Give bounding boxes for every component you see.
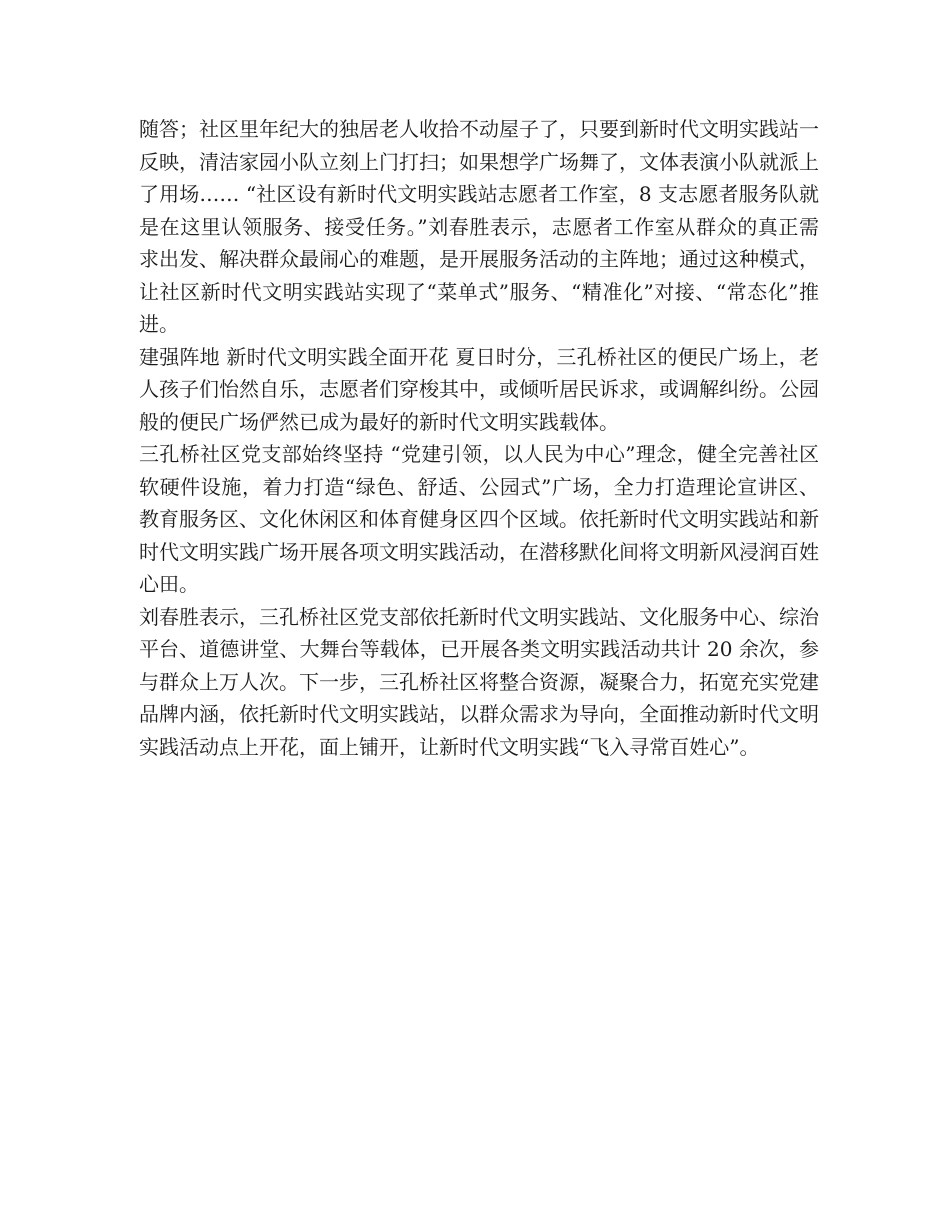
paragraph-volunteer-service: 随答；社区里年纪大的独居老人收拾不动屋子了，只要到新时代文明实践站一反映，清洁家园小队立刻上门打扫；如果想学广场舞了，文体表演小队就派上了用场…… “社区设有新时代文明实践站志愿者工作室，8 支志愿者服务队就是在这里认领服务、接受任务。”刘春胜表示，志愿者工作室从群众的真正需求出发、解决群众最闹心的难题，是开展服务活动的主阵地；通过这种模式，让社区新时代文明实践站实现了“菜单式”服务、“精准化”对接、“常态化”推进。 [139,117,819,336]
paragraph-build-position: 建强阵地 新时代文明实践全面开花 夏日时分，三孔桥社区的便民广场上，老人孩子们怡然自乐，志愿者们穿梭其中，或倾听居民诉求，或调解纠纷。公园般的便民广场俨然已成为最好的新时代文明实践载体。 [139,344,819,434]
paragraph-next-steps: 刘春胜表示，三孔桥社区党支部依托新时代文明实践站、文化服务中心、综治平台、道德讲堂、大舞台等载体，已开展各类文明实践活动共计 20 余次，参与群众上万人次。下一步，三孔桥社区将整合资源，凝聚合力，拓宽充实党建品牌内涵，依托新时代文明实践站，以群众需求为导向，全面推动新时代文明实践活动点上开花，面上铺开，让新时代文明实践“飞入寻常百姓心”。 [139,604,819,759]
document-body [139,113,819,763]
paragraph-party-leadership: 三孔桥社区党支部始终坚持 “党建引领，以人民为中心”理念，健全完善社区软硬件设施，着力打造“绿色、舒适、公园式”广场，全力打造理论宣讲区、教育服务区、文化休闲区和体育健身区四个区域。依托新时代文明实践站和新时代文明实践广场开展各项文明实践活动，在潜移默化间将文明新风浸润百姓心田。 [139,442,819,596]
